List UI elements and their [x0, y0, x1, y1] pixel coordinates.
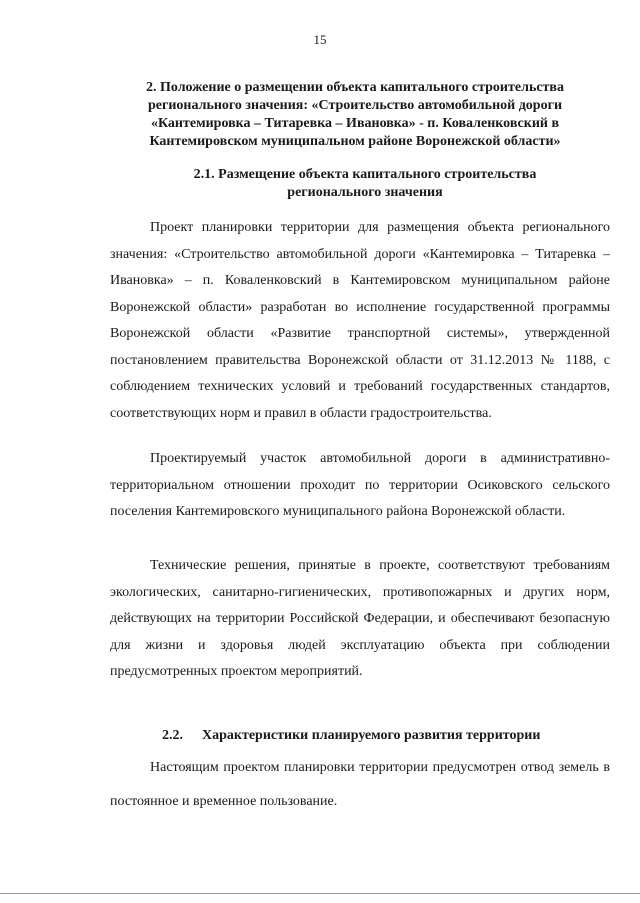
- section-2-2-paragraph: Настоящим проектом планировки территории предусмотрен отвод земель в постоянное и временное пользование.: [110, 760, 610, 809]
- section-2-1-paragraph: Проект планировки территории для размещения объекта регионального значения: «Строительство автомобильной дороги «Кантемировка – Титаревка – Ивановка» – п. Коваленковский в Кантемировском муниципальном районе Воронежской области» разработан во исполнение государственной программы Воронежской области «Развитие транспортной системы», утвержденной постановлением правительства Воронежской области от 31.12.2013 № 1188, с соблюдением технических условий и требований государственных стандартов, соответствующих норм и правил в области градостроительства.: [110, 220, 610, 421]
- section-2-2-title: Характеристики планируемого развития территории: [202, 728, 541, 743]
- section-2-1-paragraph: Технические решения, принятые в проекте, соответствуют требованиям экологических, санитарно-гигиенических, противопожарных и других норм, действующих на территории Российской Федерации, и обеспечивают безопасную для жизни и здоровья людей эксплуатацию объекта при соблюдении предусмотренных проектом мероприятий.: [110, 558, 610, 679]
- section-2-2-number: 2.2.: [162, 728, 183, 743]
- section-2-1-heading: 2.1. Размещение объекта капитального строительства регионального значения: [193, 167, 537, 200]
- page-bottom-rule: [0, 893, 640, 894]
- section-2-heading: 2. Положение о размещении объекта капитального строительства регионального значения: «Строительство автомобильной дороги «Кантемировка – Титаревка – Ивановка» - п. Коваленковский в Кантемировском муниципальном районе Воронежской области»: [146, 80, 564, 149]
- section-2-2-heading: [110, 709, 640, 745]
- page-number: 15: [313, 32, 327, 47]
- section-2-1-paragraph: Проектируемый участок автомобильной дороги в административно-территориальном отношении проходит по территории Осиковского сельского поселения Кантемировского муниципального района Воронежской области.: [110, 451, 610, 519]
